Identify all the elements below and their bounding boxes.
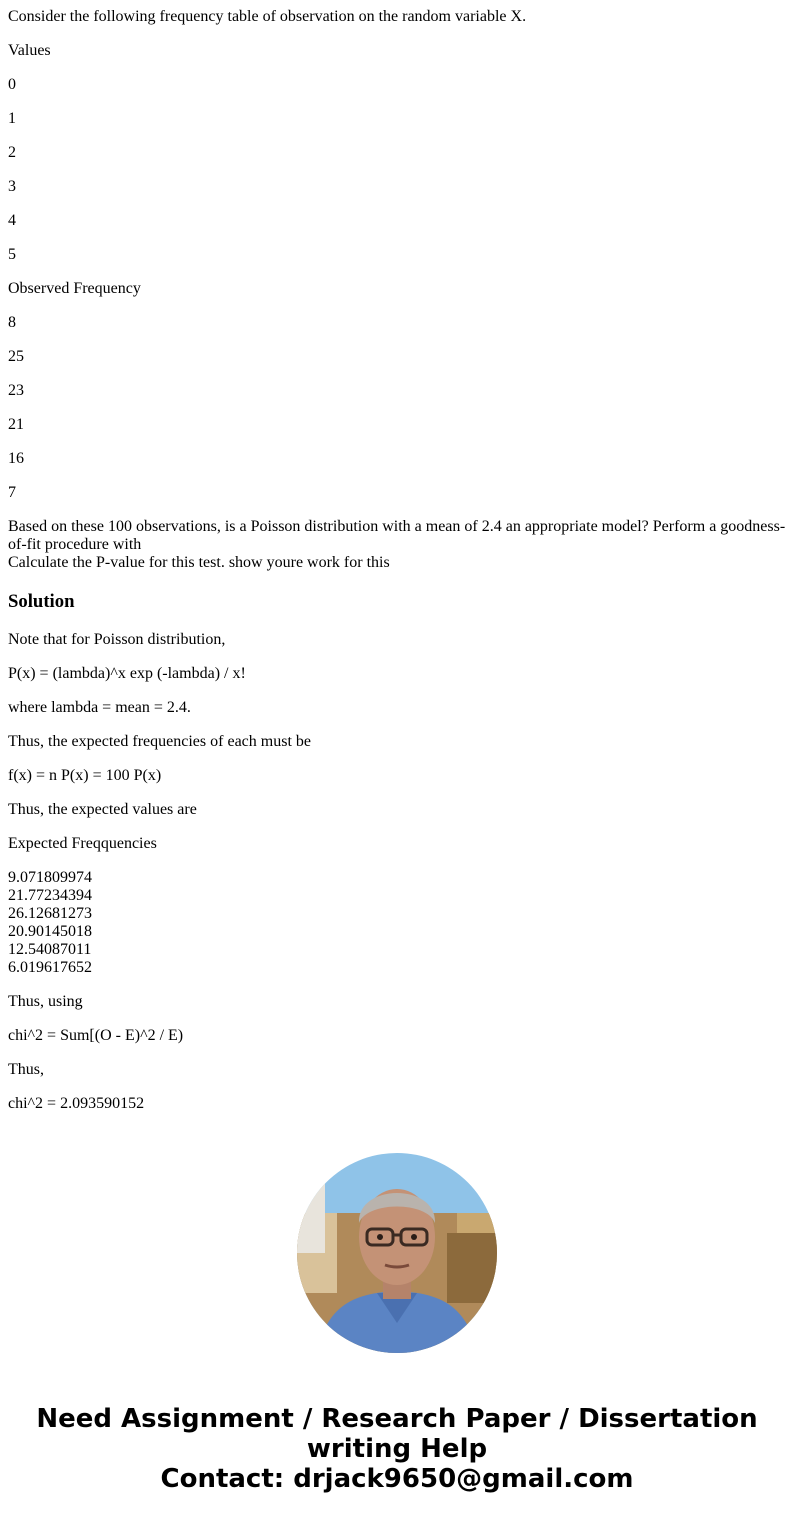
solution-text: Thus, <box>8 1061 44 1078</box>
observed-item: 21 <box>8 416 24 433</box>
observed-item: 8 <box>8 314 16 331</box>
observed-item: 7 <box>8 484 16 501</box>
observed-item: 23 <box>8 382 24 399</box>
contact-banner <box>0 1404 794 1494</box>
expected-label: Expected Freqquencies <box>8 835 157 852</box>
value-item: 0 <box>8 76 16 93</box>
expected-item: 9.071809974 <box>8 869 92 886</box>
banner-line: Need Assignment / Research Paper / Dissertation <box>36 1404 758 1434</box>
expected-item: 6.019617652 <box>8 959 92 976</box>
question-text: Based on these 100 observations, is a Poisson distribution with a mean of 2.4 an appropriate model? Perform a goodness-of-fit procedure with <box>8 518 786 553</box>
formula-text: P(x) = (lambda)^x exp (-lambda) / x! <box>8 665 246 682</box>
solution-text: where lambda = mean = 2.4. <box>8 699 191 716</box>
result-text: chi^2 = 2.093590152 <box>8 1095 145 1112</box>
expected-item: 20.90145018 <box>8 923 92 940</box>
question-body <box>8 518 786 572</box>
author-photo <box>297 1153 497 1353</box>
question-text: Calculate the P-value for this test. show youre work for this <box>8 554 390 571</box>
solution-heading: Solution <box>8 591 75 612</box>
solution-text: Thus, the expected values are <box>8 801 197 818</box>
values-label: Values <box>8 42 51 59</box>
expected-item: 12.54087011 <box>8 941 92 958</box>
solution-text: Thus, using <box>8 993 83 1010</box>
observed-item: 25 <box>8 348 24 365</box>
expected-list <box>8 869 92 977</box>
value-item: 1 <box>8 110 16 127</box>
solution-text: Note that for Poisson distribution, <box>8 631 226 648</box>
observed-label: Observed Frequency <box>8 280 141 297</box>
solution-text: Thus, the expected frequencies of each must be <box>8 733 311 750</box>
contact-email: Contact: drjack9650@gmail.com <box>160 1464 634 1494</box>
value-item: 2 <box>8 144 16 161</box>
question-intro: Consider the following frequency table of observation on the random variable X. <box>8 8 527 25</box>
portrait-illustration <box>297 1153 497 1353</box>
value-item: 5 <box>8 246 16 263</box>
expected-item: 26.12681273 <box>8 905 92 922</box>
banner-line: writing Help <box>306 1434 488 1464</box>
value-item: 4 <box>8 212 16 229</box>
formula-text: chi^2 = Sum[(O - E)^2 / E) <box>8 1027 184 1044</box>
formula-text: f(x) = n P(x) = 100 P(x) <box>8 767 162 784</box>
value-item: 3 <box>8 178 16 195</box>
observed-item: 16 <box>8 450 24 467</box>
expected-item: 21.77234394 <box>8 887 92 904</box>
